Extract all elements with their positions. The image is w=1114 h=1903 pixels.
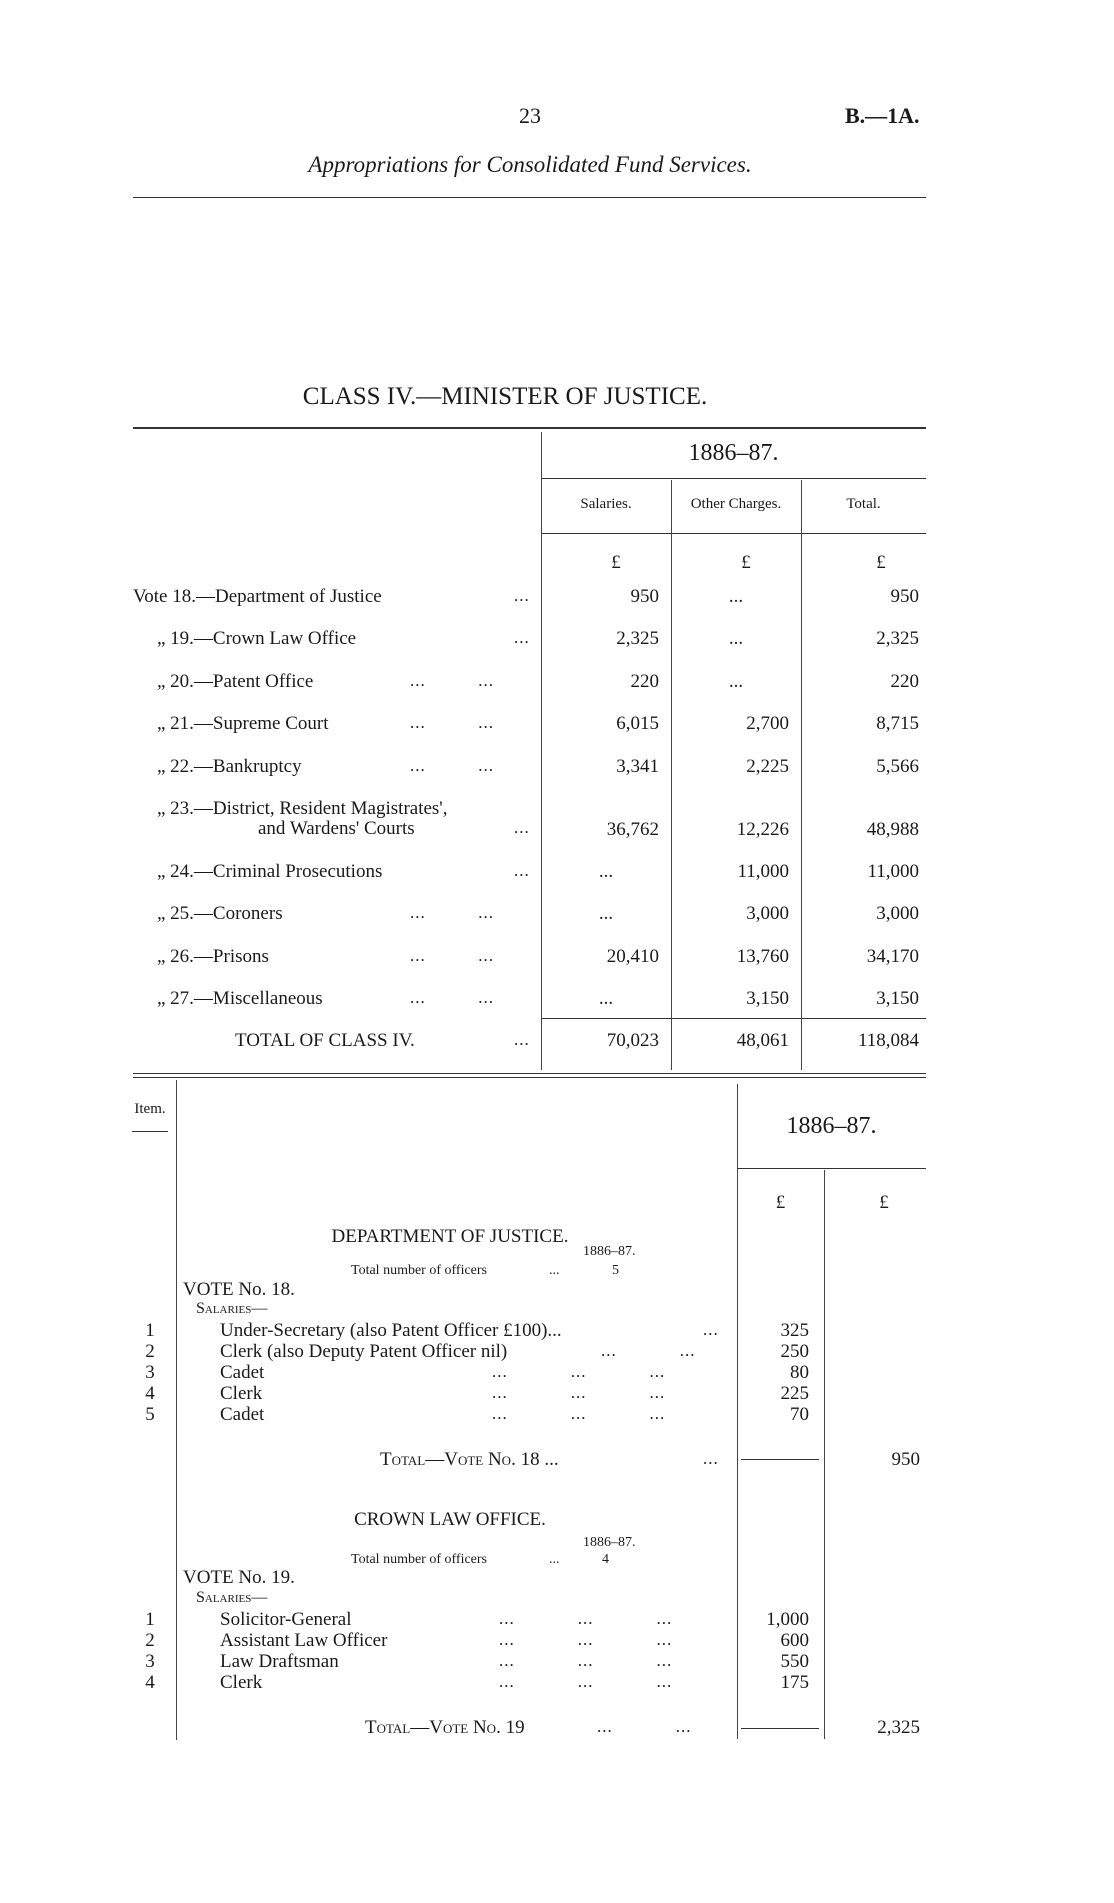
summary-year: 1886–87. <box>688 440 779 466</box>
summary-divider <box>541 432 542 1070</box>
leader-dots: ... ... <box>410 671 494 690</box>
item-amount: 550 <box>780 1651 809 1672</box>
salaries-value: 950 <box>630 586 659 607</box>
vote-label: „ 21.—Supreme Court <box>157 713 329 734</box>
leader-dots: ... <box>703 1320 719 1339</box>
detail-year-rule <box>737 1168 926 1169</box>
salaries-total: 70,023 <box>606 1030 659 1051</box>
item-number: 2 <box>145 1341 155 1362</box>
leader-dots: ... ... <box>410 988 494 1007</box>
vote-label: „ 22.—Bankruptcy <box>157 756 302 777</box>
salaries-value: 2,325 <box>616 628 659 649</box>
salaries-value: 36,762 <box>606 819 659 840</box>
currency-symbol: £ <box>741 552 751 573</box>
leader-dots: ... <box>514 818 530 837</box>
summary-title: CLASS IV.—MINISTER OF JUSTICE. <box>302 383 708 410</box>
leader-dots: ... ... ... <box>492 1383 666 1402</box>
vote-label: Vote 18.—Department of Justice <box>133 586 382 607</box>
total-value: 8,715 <box>876 713 919 734</box>
item-number: 3 <box>145 1362 155 1383</box>
leader-dots: ... <box>514 628 530 647</box>
summary-top-rule <box>133 427 926 429</box>
total-value: 2,325 <box>876 628 919 649</box>
leader-dots: ... <box>514 586 530 605</box>
other-charges-value: 3,150 <box>746 988 789 1009</box>
leader-dots: ... ... <box>410 756 494 775</box>
other-charges-value: 2,225 <box>746 756 789 777</box>
item-amount: 600 <box>780 1630 809 1651</box>
item-amount: 225 <box>780 1383 809 1404</box>
section-title: CROWN LAW OFFICE. <box>354 1509 546 1530</box>
total-value: 11,000 <box>867 861 919 882</box>
vote-label: „ 19.—Crown Law Office <box>157 628 357 649</box>
salaries-value: 20,410 <box>606 946 659 967</box>
vote-total: 2,325 <box>877 1717 920 1738</box>
salaries-value: 220 <box>630 671 659 692</box>
item-column-header: Item. <box>134 1101 166 1117</box>
col-header-rule <box>541 533 926 534</box>
salaries-value: ... <box>598 903 614 924</box>
leader-dots: ... ... ... <box>499 1609 673 1628</box>
item-number: 3 <box>145 1651 155 1672</box>
item-label: Under-Secretary (also Patent Officer £100)... <box>220 1320 562 1341</box>
item-label: Cadet <box>220 1404 265 1425</box>
page-subtitle: Appropriations for Consolidated Fund Services. <box>308 152 752 177</box>
other-charges-total: 48,061 <box>736 1030 789 1051</box>
col-other-header: Other Charges. <box>690 496 782 512</box>
item-amount: 325 <box>780 1320 809 1341</box>
leader-dots: ... ... <box>410 713 494 732</box>
other-charges-value: 11,000 <box>737 861 789 882</box>
leader-dots: ... ... <box>410 946 494 965</box>
officers-count: 4 <box>602 1552 609 1567</box>
item-label: Assistant Law Officer <box>220 1630 388 1651</box>
vote-total-label: Total—Vote No. 19 <box>365 1717 525 1738</box>
salaries-value: 3,341 <box>616 756 659 777</box>
leader-dots: ... <box>514 1030 530 1049</box>
officers-label: Total number of officers <box>351 1552 487 1567</box>
currency-symbol: £ <box>876 552 886 573</box>
item-number: 4 <box>145 1672 155 1693</box>
total-value: 5,566 <box>876 756 919 777</box>
subtotal-rule <box>741 1728 819 1729</box>
total-value: 3,150 <box>876 988 919 1009</box>
item-header-rule <box>132 1131 168 1132</box>
item-amount: 80 <box>790 1362 809 1383</box>
total-value: 3,000 <box>876 903 919 924</box>
col-total-header: Total. <box>846 496 881 512</box>
item-label: Clerk <box>220 1672 263 1693</box>
leader-dots: ... ... ... <box>492 1404 666 1423</box>
currency-symbol: £ <box>775 1192 786 1213</box>
officers-count: 5 <box>612 1263 619 1278</box>
detail-top-rule <box>133 1077 926 1078</box>
vote-heading: VOTE No. 19. <box>183 1567 295 1588</box>
total-value: 220 <box>890 671 919 692</box>
item-number: 1 <box>145 1609 155 1630</box>
item-label: Clerk <box>220 1383 263 1404</box>
leader-dots: ... ... ... <box>499 1672 673 1691</box>
item-number: 5 <box>145 1404 155 1425</box>
salaries-heading: Salaries— <box>196 1589 268 1606</box>
section-title: DEPARTMENT OF JUSTICE. <box>331 1226 569 1247</box>
item-label: Law Draftsman <box>220 1651 339 1672</box>
leader-dots: ... <box>703 1449 719 1468</box>
salaries-value: 6,015 <box>616 713 659 734</box>
leader-dots: ... ... ... <box>492 1362 666 1381</box>
officers-label: Total number of officers <box>351 1263 487 1278</box>
vote-heading: VOTE No. 18. <box>183 1279 295 1300</box>
document-code: B.—1A. <box>845 103 920 128</box>
class-total-label: TOTAL OF CLASS IV. <box>235 1030 415 1051</box>
item-amount: 250 <box>780 1341 809 1362</box>
item-number: 2 <box>145 1630 155 1651</box>
total-value: 950 <box>890 586 919 607</box>
item-number: 4 <box>145 1383 155 1404</box>
other-charges-value: 2,700 <box>746 713 789 734</box>
other-charges-value: 3,000 <box>746 903 789 924</box>
officers-dots: ... <box>549 1263 560 1278</box>
other-charges-value: ... <box>728 628 744 649</box>
total-value: 34,170 <box>866 946 919 967</box>
vote-label: „ 27.—Miscellaneous <box>157 988 323 1009</box>
header-rule <box>133 197 926 198</box>
page-number: 23 <box>519 103 541 128</box>
salaries-heading: Salaries— <box>196 1300 268 1317</box>
leader-dots: ... ... ... <box>499 1630 673 1649</box>
item-label: Solicitor-General <box>220 1609 352 1630</box>
item-label: Clerk (also Deputy Patent Officer nil) <box>220 1341 508 1362</box>
leader-dots: ... ... <box>601 1341 696 1360</box>
vote-label: „ 25.—Coroners <box>157 903 283 924</box>
vote-label: „ 24.—Criminal Prosecutions <box>157 861 383 882</box>
section-year: 1886–87. <box>583 1535 636 1550</box>
other-charges-value: 12,226 <box>736 819 789 840</box>
leader-dots: ... <box>514 861 530 880</box>
item-amount: 70 <box>790 1404 809 1425</box>
vote-total-label: Total—Vote No. 18 ... <box>380 1449 559 1470</box>
grand-total: 118,084 <box>857 1030 919 1051</box>
currency-symbol: £ <box>879 1192 889 1213</box>
vote-label: „ 20.—Patent Office <box>157 671 314 692</box>
vote-label: „ 23.—District, Resident Magistrates', <box>157 798 448 819</box>
item-amount: 1,000 <box>766 1609 809 1630</box>
col-salaries-header: Salaries. <box>580 496 632 512</box>
item-number: 1 <box>145 1320 155 1341</box>
subtotal-rule <box>741 1459 819 1460</box>
salaries-value: ... <box>598 988 614 1009</box>
leader-dots: ... ... <box>410 903 494 922</box>
officers-dots: ... <box>549 1552 560 1567</box>
total-value: 48,988 <box>866 819 919 840</box>
section-year: 1886–87. <box>583 1244 636 1259</box>
detail-year: 1886–87. <box>786 1113 877 1139</box>
salaries-value: ... <box>598 861 614 882</box>
other-charges-value: 13,760 <box>736 946 789 967</box>
total-rule <box>541 1018 926 1019</box>
leader-dots: ... ... <box>597 1717 692 1736</box>
other-charges-value: ... <box>728 586 744 607</box>
year-rule <box>541 478 926 479</box>
vote-label: „ 26.—Prisons <box>157 946 269 967</box>
vote-label-continued: and Wardens' Courts <box>258 818 415 839</box>
vote-total: 950 <box>891 1449 920 1470</box>
currency-symbol: £ <box>611 552 621 573</box>
detail-top-rule <box>133 1073 926 1074</box>
item-column-divider <box>176 1080 177 1740</box>
item-amount: 175 <box>780 1672 809 1693</box>
item-label: Cadet <box>220 1362 265 1383</box>
other-charges-value: ... <box>728 671 744 692</box>
leader-dots: ... ... ... <box>499 1651 673 1670</box>
